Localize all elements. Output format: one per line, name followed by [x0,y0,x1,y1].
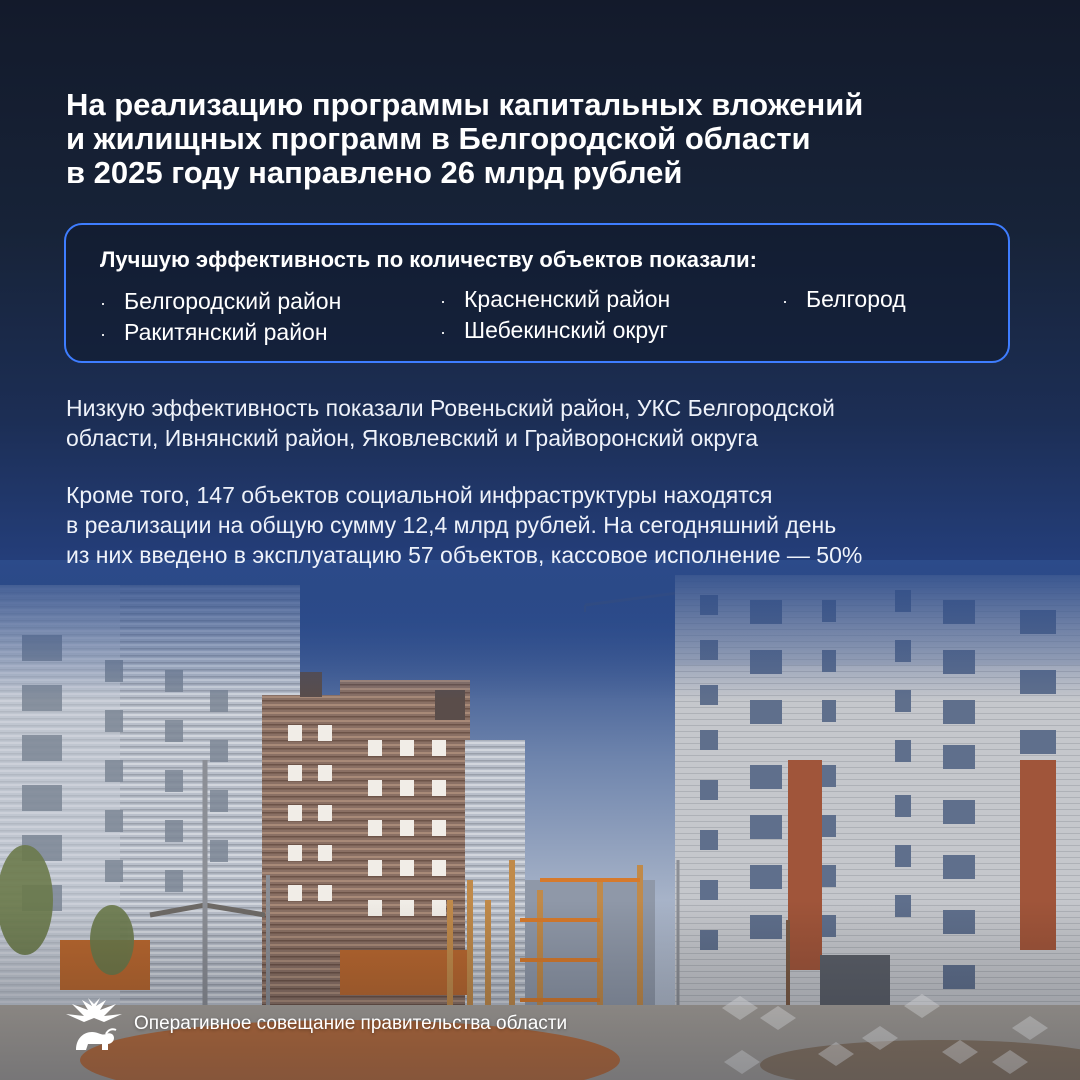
best-performer-item [782,285,906,315]
social-infrastructure-line: в реализации на общую сумму 12,4 млрд рублей. На сегодняшний день [66,512,837,538]
footer-caption: Оперативное совещание правительства области [134,1013,568,1034]
low-efficiency-line: области, Ивнянский район, Яковлевский и Грайворонский округа [66,425,759,451]
best-performer-item [440,285,670,315]
title-line-1: На реализацию программы капитальных вложений [66,87,864,122]
social-infrastructure-paragraph [66,480,1026,570]
best-performer-item [100,287,341,317]
best-performer-label: Белгород [806,286,906,312]
best-performers-box [64,223,1010,363]
best-performer-item [440,316,668,346]
low-efficiency-paragraph [66,393,1026,453]
best-performer-label: Белгородский район [124,288,342,314]
social-infrastructure-line: Кроме того, 147 объектов социальной инфраструктуры находятся [66,482,773,508]
best-performers-heading: Лучшую эффективность по количеству объектов показали: [100,247,757,272]
bullet-dot-icon: · [100,324,106,344]
best-performer-item [100,318,328,348]
bullet-dot-icon: · [440,322,446,342]
bullet-dot-icon: · [440,291,446,311]
bullet-dot-icon: · [782,291,788,311]
title-line-3: в 2025 году направлено 26 млрд рублей [66,155,683,190]
social-infrastructure-line: из них введено в эксплуатацию 57 объектов, кассовое исполнение — 50% [66,542,863,568]
page-title [66,88,1006,190]
bullet-dot-icon: · [100,293,106,313]
best-performer-label: Красненский район [464,286,671,312]
best-performer-label: Шебекинский округ [464,317,668,343]
best-performer-label: Ракитянский район [124,319,328,345]
title-line-2: и жилищных программ в Белгородской области [66,121,811,156]
low-efficiency-line: Низкую эффективность показали Ровеньский район, УКС Белгородской [66,395,835,421]
eagle-emblem-icon [62,994,126,1054]
